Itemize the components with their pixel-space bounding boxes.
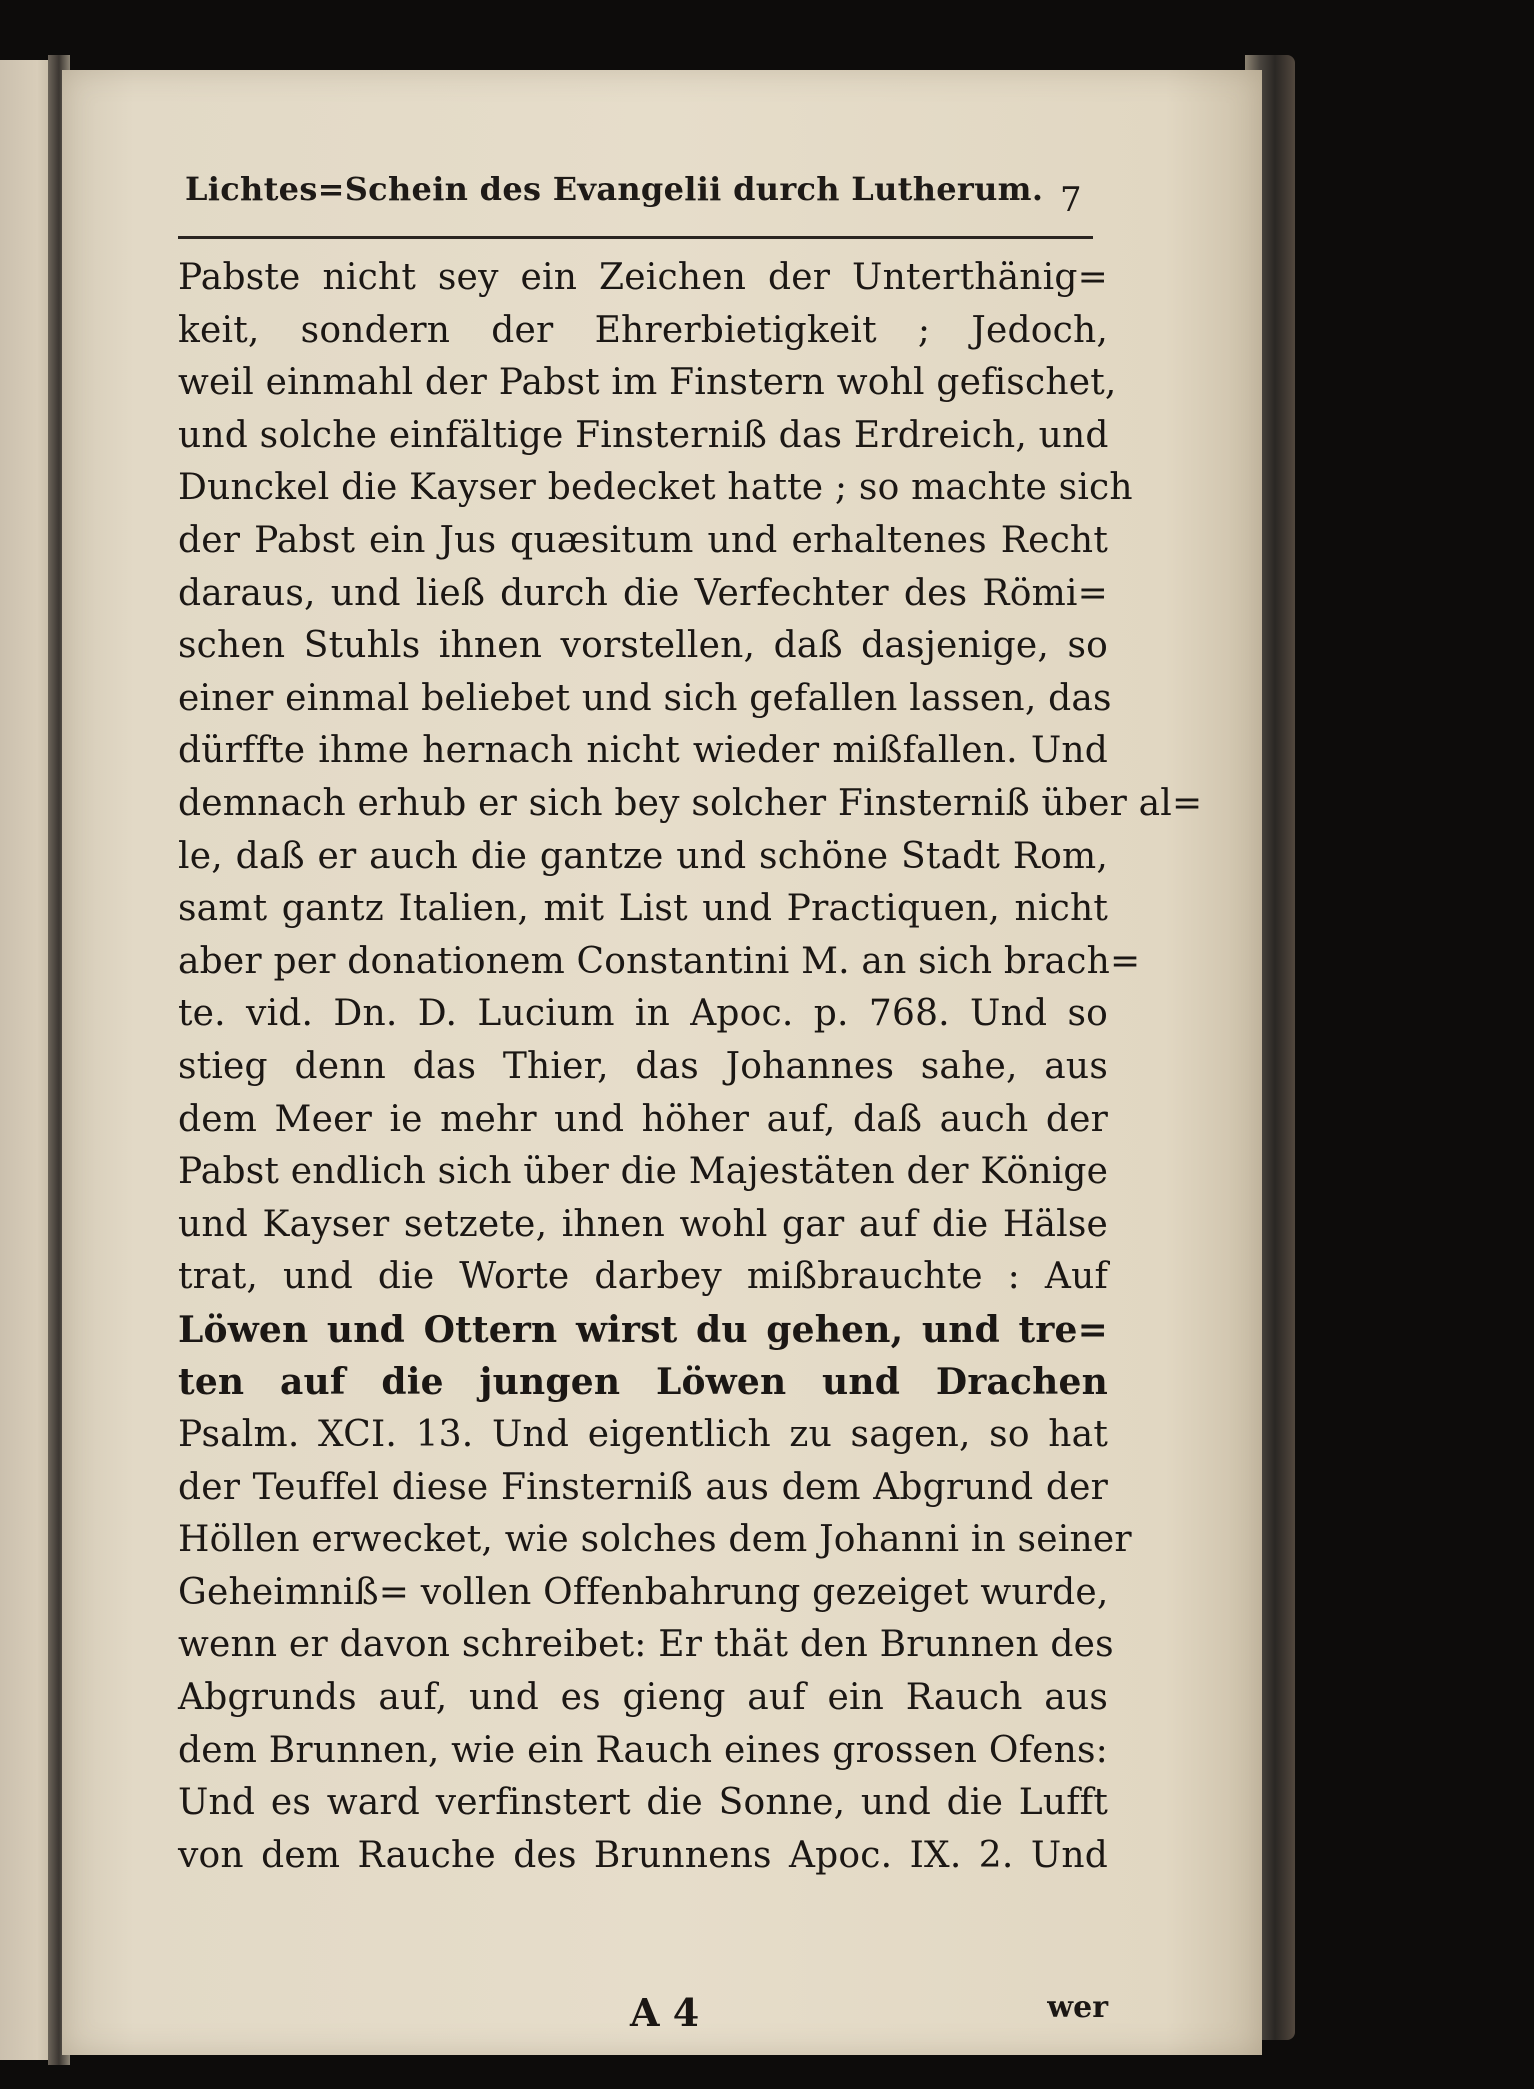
text-line: dem Brunnen, wie ein Rauch eines grossen Ofens: xyxy=(178,1729,1108,1771)
text-line: schen Stuhls ihnen vorstellen, daß dasjenige, so xyxy=(178,625,1108,667)
text-line: Psalm. XCI. 13. Und eigentlich zu sagen, so hat xyxy=(178,1414,1108,1456)
text-line: keit, sondern der Ehrerbietigkeit ; Jedoch, xyxy=(178,309,1108,351)
text-line: wenn er davon schreibet: Er thät den Brunnen des xyxy=(178,1624,1114,1666)
running-title: Lichtes=Schein des Evangelii durch Lutherum. xyxy=(185,170,1044,208)
text-line: Höllen erwecket, wie solches dem Johanni in seiner xyxy=(178,1519,1132,1561)
text-line: einer einmal beliebet und sich gefallen lassen, das xyxy=(178,677,1112,719)
signature-mark: A 4 xyxy=(630,1990,700,2035)
text-line: samt gantz Italien, mit List und Practiquen, nicht xyxy=(178,888,1108,930)
text-line: trat, und die Worte darbey mißbrauchte : Auf xyxy=(178,1256,1108,1298)
text-line: Geheimniß= vollen Offenbahrung gezeiget wurde, xyxy=(178,1571,1109,1613)
text-line: dürffte ihme hernach nicht wieder mißfallen. Und xyxy=(178,730,1108,772)
text-line-emphasis: Löwen und Ottern wirst du gehen, und tre= xyxy=(178,1308,1108,1351)
text-line: stieg denn das Thier, das Johannes sahe, aus xyxy=(178,1045,1108,1087)
text-line-emphasis: ten auf die jungen Löwen und Drachen xyxy=(178,1361,1108,1404)
text-line: aber per donationem Constantini M. an sich brach= xyxy=(178,940,1141,982)
text-line: Pabste nicht sey ein Zeichen der Unterthänig= xyxy=(178,257,1108,298)
page-footer xyxy=(178,1990,1108,2040)
text-line: daraus, und ließ durch die Verfechter des Römi= xyxy=(178,572,1108,614)
body-text xyxy=(178,252,1203,1882)
page-number: 7 xyxy=(1060,180,1082,220)
text-line: der Teuffel diese Finsterniß aus dem Abgrund der xyxy=(178,1466,1108,1508)
text-line: weil einmahl der Pabst im Finstern wohl gefischet, xyxy=(178,362,1117,404)
text-line: dem Meer ie mehr und höher auf, daß auch der xyxy=(178,1098,1108,1140)
catchword: wer xyxy=(1047,1990,1108,2025)
text-line: Abgrunds auf, und es gieng auf ein Rauch aus xyxy=(178,1677,1108,1719)
text-line: und Kayser setzete, ihnen wohl gar auf die Hälse xyxy=(178,1203,1108,1245)
header-rule xyxy=(178,236,1093,239)
text-line: und solche einfältige Finsterniß das Erdreich, und xyxy=(178,414,1109,456)
text-line: te. vid. Dn. D. Lucium in Apoc. p. 768. Und so xyxy=(178,993,1108,1035)
text-line: der Pabst ein Jus quæsitum und erhaltenes Recht xyxy=(178,519,1108,561)
text-line: von dem Rauche des Brunnens Apoc. IX. 2. Und xyxy=(178,1834,1108,1876)
text-line: Pabst endlich sich über die Majestäten der Könige xyxy=(178,1151,1109,1193)
text-line: le, daß er auch die gantze und schöne Stadt Rom, xyxy=(178,835,1108,877)
text-line: demnach erhub er sich bey solcher Finsterniß über al= xyxy=(178,782,1203,824)
text-line: Dunckel die Kayser bedecket hatte ; so machte sich xyxy=(178,467,1133,509)
text-line: Und es ward verfinstert die Sonne, und die Lufft xyxy=(178,1782,1108,1824)
